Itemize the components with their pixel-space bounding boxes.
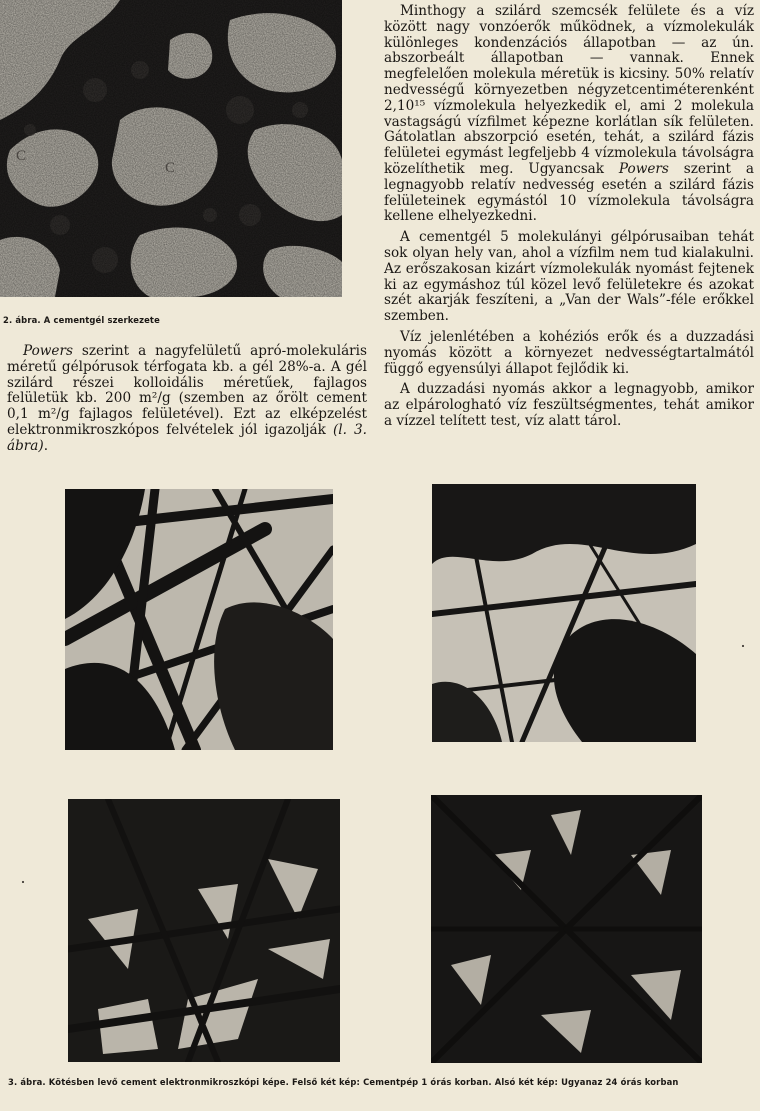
figure-2-label-c2: C bbox=[165, 160, 176, 176]
right-paragraph-4: A duzzadási nyomás akkor a legnagyobb, amikor az elpárologható víz feszültségmentes, tehát amikor a vízzel telített test, víz alatt tárol. bbox=[384, 381, 754, 429]
figure-2-image bbox=[0, 0, 342, 297]
figure-3-top-right-micrograph bbox=[432, 484, 696, 742]
right-paragraph-1: Minthogy a szilárd szemcsék felülete és a víz között nagy vonzóerők működnek, a vízmolekulák különleges kondenzációs állapotban — az ún. abszorbeált állapotban — vannak. Ennek megfelelően molekula méretük is kicsiny. 50% relatív nedvességű környezetben négyzetcentiméterenként 2,10¹⁵ vízmolekula helyezkedik el, ami 2 molekula vastagságú vízfilmet képezne korlátlan sík felületen. Gátolatlan abszorpció esetén, tehát, a szilárd fázis felületei egymást legfeljebb 4 vízmolekula távolságra közelíthetik meg. Ugyancsak Powers szerint a legnagyobb relatív nedvesség esetén a szilárd fázis felületeinek egymástól 10 vízmolekula távolságra kellene elhelyezkedni. bbox=[384, 3, 755, 225]
figure-2-label-c1: C bbox=[16, 148, 27, 164]
figure-3-caption: 3. ábra. Kötésben levő cement elektronmikroszkópi képe. Felső két kép: Cementpép 1 órás korban. Alsó két kép: Ugyanaz 24 órás korban bbox=[8, 1077, 679, 1087]
figure-3-bottom-right-micrograph bbox=[431, 795, 702, 1063]
left-column bbox=[7, 344, 367, 460]
figure-3-top-left-micrograph bbox=[65, 489, 333, 750]
right-paragraph-2: A cementgél 5 molekulányi gélpórusaiban tehát sok olyan hely van, ahol a vízfilm nem tud kialakulni. Az erőszakosan kizárt vízmolekulák nyomást fejtenek ki az egymáshoz túl közel levő felületekre és azokat szét akarják feszíteni, a „Van der Wals”-féle erőkkel szemben. bbox=[384, 229, 754, 325]
margin-mark: · bbox=[20, 872, 26, 892]
figure-2-micrograph bbox=[0, 0, 342, 297]
right-paragraph-3: Víz jelenlétében a kohéziós erők és a duzzadási nyomás között a környezet nedvességtartalmától függő egyensúlyi állapot fejlődik ki. bbox=[384, 328, 754, 377]
figure-2-caption: 2. ábra. A cementgél szerkezete bbox=[3, 315, 160, 325]
margin-mark-right: · bbox=[740, 636, 746, 656]
right-column bbox=[384, 4, 754, 435]
left-paragraph: Powers szerint a nagyfelületű apró-molekuláris méretű gélpórusok térfogata kb. a gél 28%-a. A gél szilárd részei kolloidális méretűek, fajlagos felületük kb. 200 m²/g (szemben az őrölt cement 0,1 m²/g fajlagos felületével). Ezt az elképzelést elektronmikroszkópos felvételek jól igazolják (l. 3. ábra). bbox=[7, 343, 368, 454]
figure-3-bottom-left-micrograph bbox=[68, 799, 340, 1062]
